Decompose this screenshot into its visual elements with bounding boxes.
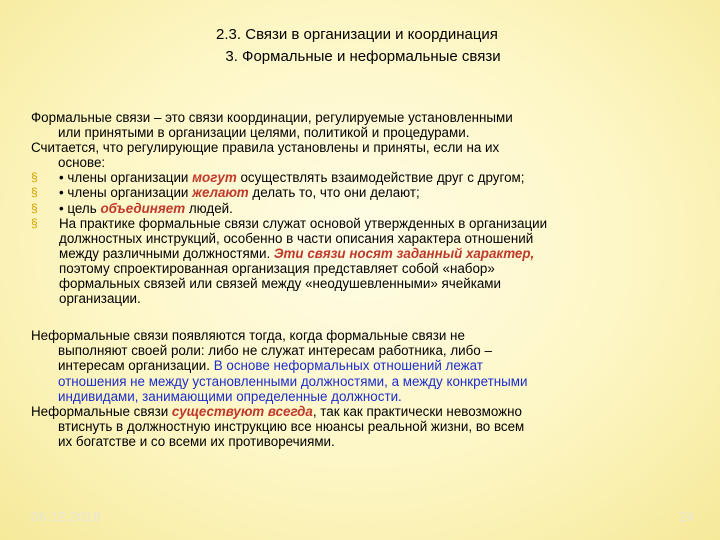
slide-body [31,110,701,449]
highlight-text: В основе неформальных отношений лежат [213,358,483,374]
bullet-marker-icon: § [31,170,38,185]
paragraph-conditions [31,140,701,170]
paragraph-informal-definition [31,328,701,403]
slide-title [0,24,720,68]
bullet-item-practice [31,216,701,307]
emphasis-text: могут [192,170,237,186]
bullet-marker-icon: § [31,200,38,215]
text-segment: , так как практически невозможно [312,403,522,419]
paragraph-formal-definition [31,110,701,140]
text-line: организации. [59,291,141,307]
text-line: формальных связей или связей между «неодушевленными» ячейками [59,276,501,292]
text-line: На практике формальные связи служат основой утвержденных в организации [59,215,548,231]
emphasis-text: Эти связи носят заданный характер, [273,245,535,261]
text-segment: людей. [185,200,233,216]
text-line: их богатстве и со всеми их противоречиями. [58,433,335,449]
highlight-text: отношения не между установленными должностями, а между конкретными [58,373,528,389]
text-segment: • члены организации [59,185,193,201]
text-line: должностных инструкций, особенно в части описания характера отношений [59,230,534,246]
bullet-marker-icon: § [31,185,38,200]
text-segment: между различными должностями. [59,245,274,261]
slide-number: 24 [679,509,694,524]
bullet-item-goal [31,201,701,216]
emphasis-text: объединяет [100,200,186,216]
paragraph-informal-always [31,404,701,449]
text-segment: • члены организации [59,170,193,186]
text-segment: • цель [59,200,101,216]
text-line: основе: [58,155,106,171]
text-line: Формальные связи – это связи координации, регулируемые установленными [31,110,513,125]
title-line-1: 2.3. Связи в организации и координация [216,26,498,43]
text-segment: делать то, что они делают; [248,185,420,201]
text-line: втиснуть в должностную инструкцию все нюансы реальной жизни, во всем [58,418,525,434]
text-line: Считается, что регулирующие правила установлены и приняты, если на их [31,140,500,156]
bullet-marker-icon: § [31,215,38,230]
text-line: выполняют своей роли: либо не служат интересам работника, либо – [58,343,492,359]
text-segment: осуществлять взаимодействие друг с другом; [236,170,525,186]
text-line: Неформальные связи появляются тогда, когда формальные связи не [31,328,465,344]
highlight-text: индивидами, занимающими определенные должности. [58,388,402,404]
title-line-2: 3. Формальные и неформальные связи [225,48,501,65]
emphasis-text: существуют всегда [171,403,313,419]
text-line: поэтому спроектированная организация представляет собой «набор» [59,260,495,276]
footer-date: 06.12.2018 [31,509,102,524]
paragraph-spacer [31,306,701,328]
bullet-item-can [31,170,701,185]
text-segment: интересам организации. [58,358,214,374]
emphasis-text: желают [192,185,249,201]
bullet-item-want [31,185,701,200]
text-line: или принятыми в организации целями, политикой и процедурами. [58,125,470,141]
text-segment: Неформальные связи [31,403,172,419]
